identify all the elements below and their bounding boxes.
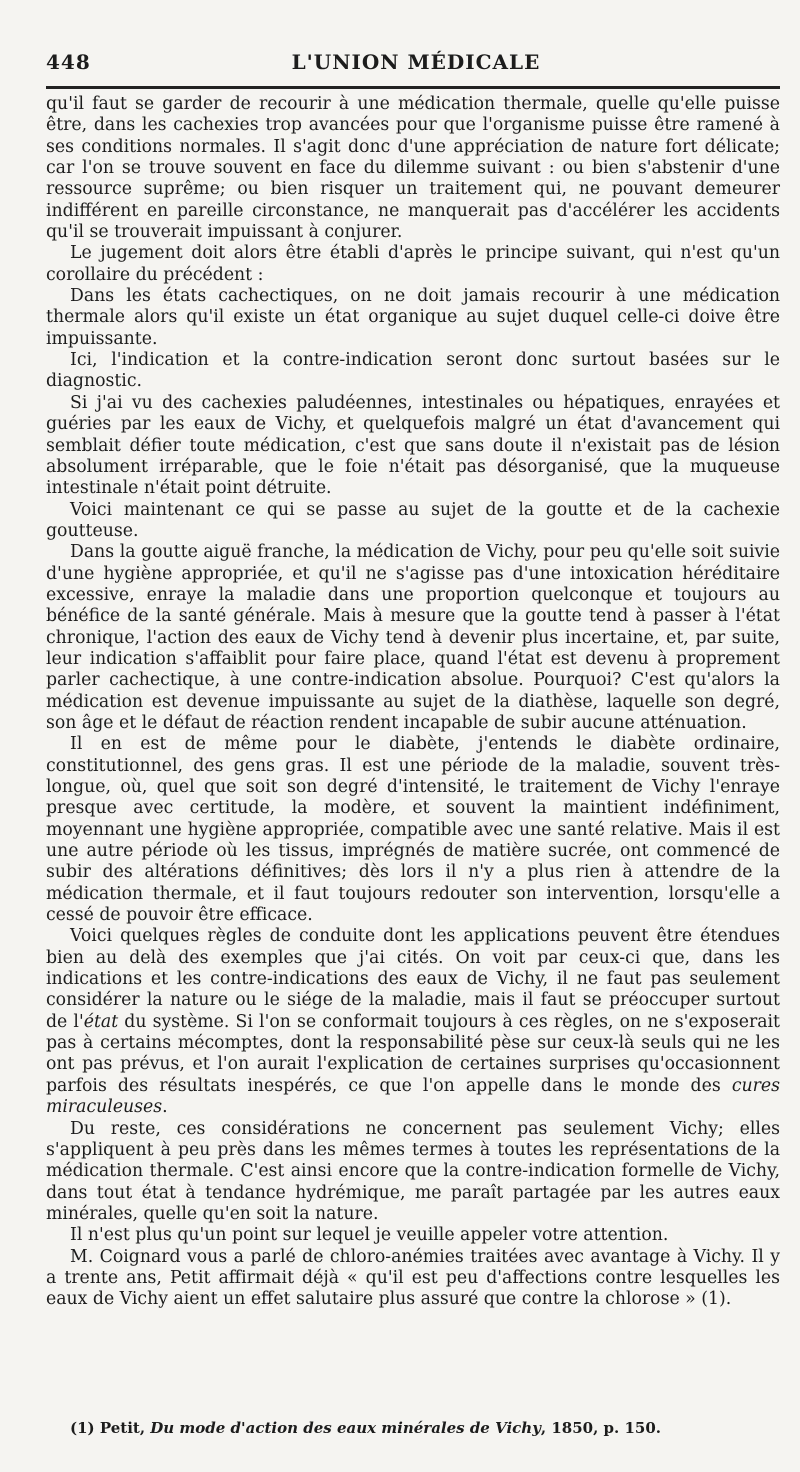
paragraph: qu'il faut se garder de recourir à une médication thermale, quelle qu'elle puisse être, dans les cachexies trop avancées pour que l'organisme puisse être ramené à ses conditions normales. Il s'agit donc d'une appréciation de nature fort délicate; car l'on se trouve souvent en face du dilemme suivant : ou bien s'abstenir d'une ressource suprême; ou bien risquer un traitement qui, ne pouvant demeurer indifférent en pareille circonstance, ne manquerait pas d'accélérer les accidents qu'il se trouverait impuissant à conjurer.	[46, 94, 780, 243]
paragraph: Voici maintenant ce qui se passe au sujet de la goutte et de la cachexie goutteuse.	[46, 499, 780, 541]
footnote-title: Du mode d'action des eaux minérales de Vichy	[150, 1419, 541, 1437]
paragraph: Dans la goutte aiguë franche, la médication de Vichy, pour peu qu'elle soit suivie d'une hygiène appropriée, et qu'il ne s'agisse pas d'une intoxication héréditaire excessive, enraye la maladie dans une proportion quelconque et toujours au bénéfice de la santé générale. Mais à mesure que la goutte tend à passer à l'état chronique, l'action des eaux de Vichy tend à devenir plus incertaine, et, par suite, leur indication s'affaiblit pour faire place, quand l'état est devenu à proprement parler cachectique, à une contre-indication absolue. Pourquoi? C'est qu'alors la médication est devenue impuissante au sujet de la diathèse, laquelle son degré, son âge et le défaut de réaction rendent incapable de subir aucune atténuation.	[46, 542, 780, 733]
footnote-rest: , 1850, p. 150.	[540, 1419, 662, 1437]
paragraph	[46, 926, 780, 1118]
italic-term: cures miraculeuses	[46, 1075, 780, 1118]
paragraph: Dans les états cachectiques, on ne doit jamais recourir à une médication thermale alors qu'il existe un état organique au sujet duquel celle-ci doive être impuissante.	[46, 286, 780, 349]
footnote	[70, 1418, 780, 1438]
paragraph: M. Coignard vous a parlé de chloro-anémies traitées avec avantage à Vichy. Il y a trente ans, Petit affirmait déjà « qu'il est peu d'affections contre lesquelles les eaux de Vichy aient un effet salutaire plus assuré que contre la chlorose » (1).	[46, 1246, 780, 1310]
italic-term: état	[83, 1011, 119, 1032]
paragraph: Du reste, ces considérations ne concernent pas seulement Vichy; elles s'appliquent à peu près dans les mêmes termes à toutes les représentations de la médication thermale. C'est ainsi encore que la contre-indication formelle de Vichy, dans tout état à tendance hydrémique, me paraît partagée par les autres eaux minérales, quelle qu'en soit la nature.	[46, 1118, 780, 1224]
paragraph-text: Voici quelques règles de conduite dont les applications peuvent être étendues bien au delà des exemples que j'ai cités. On voit par ceux-ci que, dans les indications et les contre-indications des eaux de Vichy, il ne faut pas seulement considérer la nature ou le siége de la maladie, mais il faut se préoccuper surtout de l'	[46, 926, 780, 1032]
header-rule	[46, 86, 780, 89]
page-header	[46, 50, 786, 80]
paragraph: Si j'ai vu des cachexies paludéennes, intestinales ou hépatiques, enrayées et guéries par les eaux de Vichy, et quelquefois malgré un état d'avancement qui semblait défier toute médication, c'est que sans doute il n'existait pas de lésion absolument irréparable, que le foie n'était pas désorganisé, que la muqueuse intestinale n'était point détruite.	[46, 392, 780, 499]
paragraph: Ici, l'indication et la contre-indication seront donc surtout basées sur le diagnostic.	[46, 350, 780, 392]
paragraph: Il n'est plus qu'un point sur lequel je veuille appeler votre attention.	[70, 1225, 669, 1246]
paragraph: Le jugement doit alors être établi d'après le principe suivant, qui n'est qu'un corollaire du précédent :	[46, 243, 780, 285]
paragraph-text: du système. Si l'on se conformait toujours à ces règles, on ne s'exposerait pas à certains mécomptes, dont la responsabilité pèse sur ceux-là seuls qui ne les ont pas prévus, et l'on aurait l'explication de certaines surprises qu'occasionnent parfois des résultats inespérés, ce que l'on appelle dans le monde des	[46, 1011, 780, 1096]
page-number: 448	[46, 50, 91, 74]
body-text	[46, 94, 780, 1311]
paragraph-text: .	[162, 1097, 168, 1118]
paragraph: Il en est de même pour le diabète, j'entends le diabète ordinaire, constitutionnel, des gens gras. Il est une période de la maladie, souvent très-longue, où, quel que soit son degré d'intensité, le traitement de Vichy l'enraye presque avec certitude, la modère, et souvent la maintient indéfiniment, moyennant une hygiène appropriée, compatible avec une santé relative. Mais il est une autre période où les tissus, imprégnés de matière sucrée, ont commencé de subir des altérations définitives; dès lors il n'y a plus rien à attendre de la médication thermale, et il faut toujours redouter son intervention, lorsqu'elle a cessé de pouvoir être efficace.	[46, 734, 780, 926]
footnote-marker: (1) Petit,	[70, 1419, 151, 1437]
running-title: L'UNION MÉDICALE	[291, 50, 541, 74]
